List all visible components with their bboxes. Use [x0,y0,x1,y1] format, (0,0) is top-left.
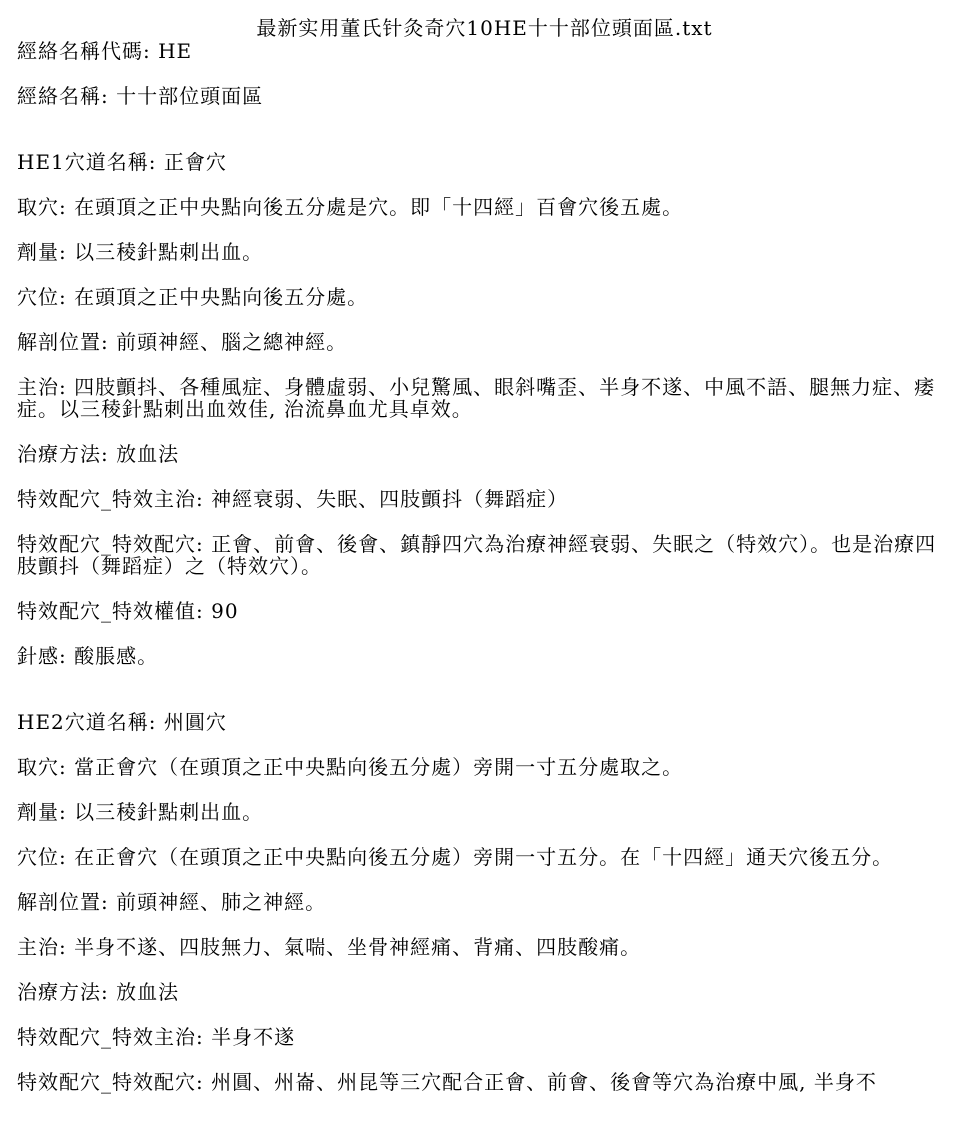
field-label: 特效配穴_特效主治: [17,1025,204,1049]
field-line [17,1026,947,1048]
field-label: 取穴: [17,755,67,779]
field-value: 神經衰弱、失眠、四肢顫抖（舞蹈症） [211,487,569,511]
field-line [17,846,947,868]
point-heading-label: HE2穴道名稱: [17,710,157,734]
field-line [17,981,947,1003]
point-heading-value: 正會穴 [163,150,227,174]
field-value: 90 [211,599,239,623]
field-line [17,286,947,308]
field-value: 在頭頂之正中央點向後五分處。 [74,285,369,309]
field-label: 治療方法: [17,980,109,1004]
field-label: 特效配穴_特效配穴: [17,1070,204,1094]
field-line [17,196,947,218]
field-line [17,241,947,263]
field-label: 治療方法: [17,442,109,466]
field-value: 在頭頂之正中央點向後五分處是穴。即「十四經」百會穴後五處。 [74,195,684,219]
field-value: 酸脹感。 [74,644,159,668]
meridian-name-value: 十十部位頭面區 [116,84,264,108]
point-heading [17,151,947,173]
field-label: 解剖位置: [17,330,109,354]
field-line [17,331,947,353]
field-label: 特效配穴_特效配穴: [17,532,204,556]
meridian-code-value: HE [158,39,193,63]
field-label: 主治: [17,935,67,959]
field-line [17,1071,947,1093]
field-label: 取穴: [17,195,67,219]
field-line [17,533,947,577]
field-value: 四肢顫抖、各種風症、身體虛弱、小兒驚風、眼斜嘴歪、半身不遂、中風不語、腿無力症、痿症。以三稜針點刺出血效佳, 治流鼻血尤具卓效。 [17,375,936,421]
meridian-code-line [17,40,947,62]
field-label: 解剖位置: [17,890,109,914]
field-label: 劑量: [17,800,67,824]
field-value: 前頭神經、腦之總神經。 [116,330,348,354]
field-label: 劑量: [17,240,67,264]
field-value: 放血法 [116,980,180,1004]
point-heading-label: HE1穴道名稱: [17,150,157,174]
field-label: 穴位: [17,285,67,309]
field-line [17,376,947,420]
field-value: 以三稜針點刺出血。 [74,800,264,824]
field-value: 放血法 [116,442,180,466]
meridian-code-label: 經絡名稱代碼: [17,39,151,63]
field-line [17,801,947,823]
field-value: 當正會穴（在頭頂之正中央點向後五分處）旁開一寸五分處取之。 [74,755,684,779]
field-value: 以三稜針點刺出血。 [74,240,264,264]
field-label: 穴位: [17,845,67,869]
field-line [17,600,947,622]
field-label: 特效配穴_特效權值: [17,599,204,623]
field-line [17,756,947,778]
field-line [17,936,947,958]
field-line [17,891,947,913]
field-value: 半身不遂 [211,1025,296,1049]
document-title: 最新实用董氏针灸奇穴10HE十十部位頭面區.txt [256,16,713,40]
field-value: 在正會穴（在頭頂之正中央點向後五分處）旁開一寸五分。在「十四經」通天穴後五分。 [74,845,894,869]
point-heading-value: 州圓穴 [163,710,227,734]
field-line [17,443,947,465]
field-line [17,488,947,510]
field-label: 主治: [17,375,67,399]
field-value: 半身不遂、四肢無力、氣喘、坐骨神經痛、背痛、四肢酸痛。 [74,935,642,959]
field-value: 州圓、州崙、州昆等三穴配合正會、前會、後會等穴為治療中風, 半身不 [211,1070,877,1094]
field-line [17,645,947,667]
meridian-name-label: 經絡名稱: [17,84,109,108]
field-label: 特效配穴_特效主治: [17,487,204,511]
meridian-name-line [17,85,947,107]
field-value: 正會、前會、後會、鎮靜四穴為治療神經衰弱、失眠之（特效穴）。也是治療四肢顫抖（舞蹈症）之（特效穴）。 [17,532,937,578]
field-label: 針感: [17,644,67,668]
point-heading [17,711,947,733]
field-value: 前頭神經、肺之神經。 [116,890,327,914]
document-body [17,40,947,1116]
